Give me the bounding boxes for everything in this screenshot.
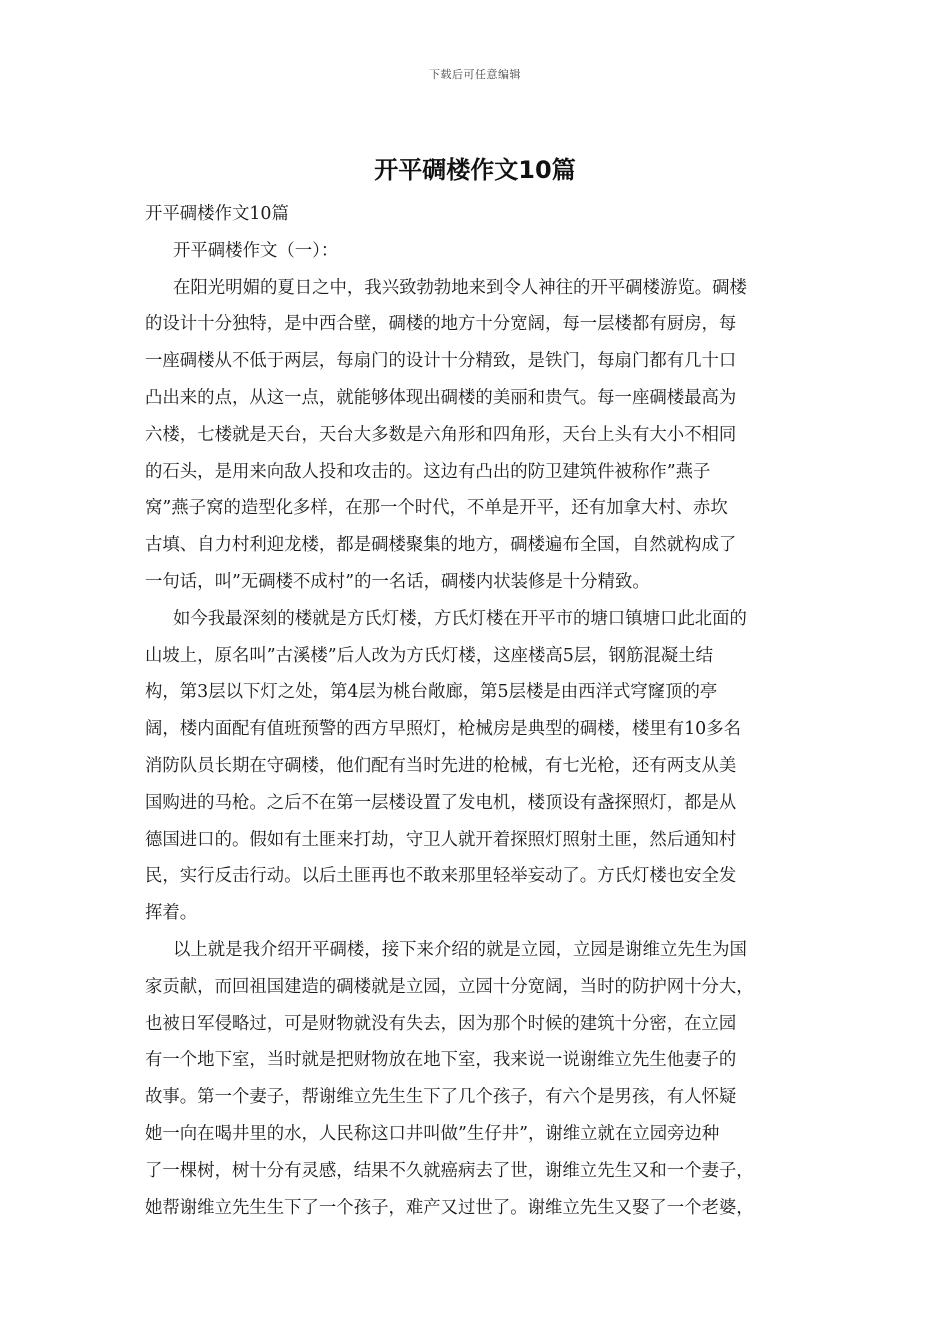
text-line: 凸出来的点，从这一点，就能够体现出碉楼的美丽和贵气。每一座碉楼最高为 <box>145 387 737 408</box>
text-line: 的设计十分独特，是中西合壁，碉楼的地方十分宽阔，每一层楼都有厨房，每 <box>145 314 737 335</box>
text-line: 了一棵树，树十分有灵感，结果不久就癌病去了世，谢维立先生又和一个妻子， <box>145 1160 754 1181</box>
text-line: 民，实行反击行动。以后土匪再也不敢来那里轻举妄动了。方氏灯楼也安全发 <box>145 866 737 887</box>
text-line: 家贡献，而回祖国建造的碉楼就是立园，立园十分宽阔，当时的防护网十分大， <box>145 976 754 997</box>
text-line: 古填、自力村利迎龙楼，都是碉楼聚集的地方，碉楼遍布全国，自然就构成了 <box>145 535 737 556</box>
text-line: 一座碉楼从不低于两层，每扇门的设计十分精致，是铁门，每扇门都有几十口 <box>145 351 737 372</box>
text-line: 六楼，七楼就是天台，天台大多数是六角形和四角形，天台上头有大小不相同 <box>145 424 737 445</box>
document-title: 开平碉楼作文10篇 <box>374 156 576 184</box>
text-line: 山坡上，原名叫”古溪楼”后人改为方氏灯楼，这座楼高5层，钢筋混凝土结 <box>145 645 713 666</box>
text-line: 阔，楼内面配有值班预警的西方早照灯，枪械房是典型的碉楼，楼里有10多名 <box>145 719 742 740</box>
text-line: 的石头，是用来向敌人投和攻击的。这边有凸出的防卫建筑件被称作”燕子 <box>145 461 711 482</box>
text-line: 德国进口的。假如有土匪来打劫，守卫人就开着探照灯照射土匪，然后通知村 <box>145 829 737 850</box>
header-note: 下载后可任意编辑 <box>429 68 521 81</box>
text-line: 开平碉楼作文（一）： <box>173 240 339 261</box>
text-line: 她一向在喝井里的水，人民称这口井叫做”生仔井”，谢维立就在立园旁边种 <box>145 1123 720 1144</box>
document-body <box>145 196 810 1226</box>
text-line: 有一个地下室，当时就是把财物放在地下室，我来说一说谢维立先生他妻子的 <box>145 1050 737 1071</box>
text-line: 如今我最深刻的楼就是方氏灯楼，方氏灯楼在开平市的塘口镇塘口此北面的 <box>173 608 747 629</box>
text-line: 窝”燕子窝的造型化多样，在那一个时代，不单是开平，还有加拿大村、赤坎 <box>145 498 728 519</box>
text-line: 构，第3层以下灯之处，第4层为桃台敞廊，第5层楼是由西洋式穹窿顶的亭 <box>145 682 718 703</box>
text-line: 也被日军侵略过，可是财物就没有失去，因为那个时候的建筑十分密，在立园 <box>145 1013 737 1034</box>
text-line: 一句话，叫”无碉楼不成村”的一名话，碉楼内状装修是十分精致。 <box>145 571 650 592</box>
text-line: 开平碉楼作文10篇 <box>145 204 289 224</box>
text-line: 挥着。 <box>145 903 198 924</box>
text-line: 在阳光明媚的夏日之中，我兴致勃勃地来到令人神往的开平碉楼游览。碉楼 <box>173 277 747 298</box>
text-line: 以上就是我介绍开平碉楼，接下来介绍的就是立园，立园是谢维立先生为国 <box>173 939 747 960</box>
text-line: 消防队员长期在守碉楼，他们配有当时先进的枪械，有七光枪，还有两支从美 <box>145 755 737 776</box>
text-line: 故事。第一个妻子，帮谢维立先生生下了几个孩子，有六个是男孩，有人怀疑 <box>145 1087 737 1108</box>
text-line: 国购进的马枪。之后不在第一层楼设置了发电机，楼顶设有盏探照灯，都是从 <box>145 792 737 813</box>
text-line: 她帮谢维立先生生下了一个孩子，难产又过世了。谢维立先生又娶了一个老婆， <box>145 1197 754 1218</box>
